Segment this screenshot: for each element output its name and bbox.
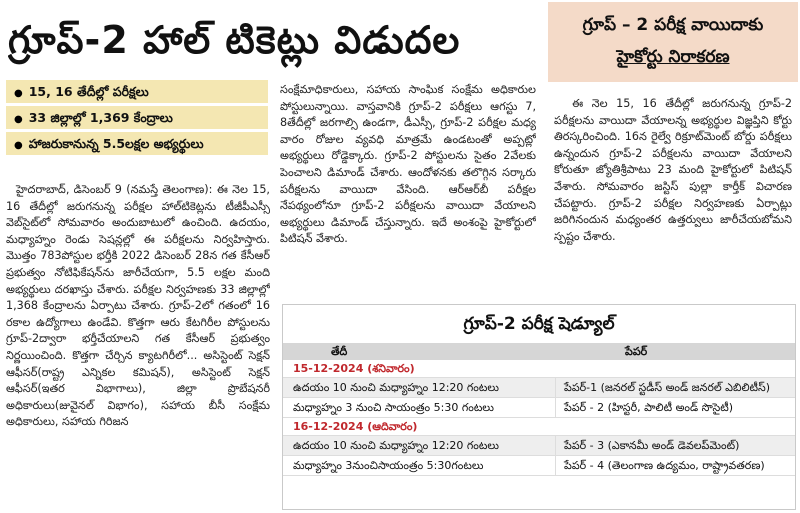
headline: గ్రూప్‌-2 హాల్‌ టికెట్లు విడుదల	[8, 18, 461, 62]
paper-name: పేపర్‌-1 (జనరల్‌ స్టడీస్‌ అండ్‌ జనరల్‌ ఎబిలిటీస్‌)	[555, 378, 795, 397]
highlights-box	[6, 80, 268, 158]
session-time: మధ్యాహ్నం 3నుంచిసాయంత్రం 5:30గంటలు	[293, 459, 484, 472]
column-header-paper: పేపర్‌	[625, 345, 648, 358]
highlight-item	[6, 80, 268, 103]
sidebar-story-title: గ్రూప్‌ – 2 పరీక్ష వాయిదాకు	[582, 15, 764, 35]
story-column-1	[6, 182, 270, 510]
table-row	[283, 436, 795, 456]
highlight-text: 15, 16 తేదీల్లో పరీక్షలు	[28, 84, 149, 99]
bullet-icon: ●	[14, 88, 23, 99]
paper-name: పేపర్‌ - 4 (తెలంగాణ ఉద్యమం, రాష్ట్రావతరణ)	[555, 456, 795, 475]
schedule-date: 15-12-2024 (శనివారం)	[283, 360, 795, 378]
highlight-text: హాజరుకానున్న 5.5లక్షల అభ్యర్థులు	[28, 136, 204, 151]
highlight-item	[6, 132, 268, 155]
session-time: ఉదయం 10 నుంచి మధ్యాహ్నం 12:20 గంటలు	[293, 381, 499, 394]
highlight-text: 33 జిల్లాల్లో 1,369 కేంద్రాలు	[28, 110, 173, 125]
exam-schedule-table	[282, 304, 796, 510]
sidebar-story-header	[548, 2, 798, 82]
schedule-title: గ్రూప్‌-2 పరీక్ష షెడ్యూల్‌	[463, 314, 615, 334]
schedule-date: 16-12-2024 (ఆదివారం)	[283, 418, 795, 436]
highlight-item	[6, 106, 268, 129]
sidebar-story	[548, 2, 798, 298]
sidebar-story-subtitle: హైకోర్టు నిరాకరణ	[616, 47, 730, 67]
paper-name: పేపర్‌ - 3 (ఎకానమీ అండ్‌ డెవలప్‌మెంట్‌)	[555, 436, 795, 455]
bullet-icon: ●	[14, 114, 23, 125]
paper-name: పేపర్‌ - 2 (హిస్టరీ, పాలిటీ అండ్‌ సొసైటీ)	[555, 398, 795, 417]
session-time: మధ్యాహ్నం 3 నుంచి సాయంత్రం 5:30 గంటలు	[293, 401, 494, 414]
schedule-header-row	[283, 343, 795, 360]
story-paragraph: హైదరాబాద్‌, డిసెంబర్‌ 9 (నమస్తే తెలంగాణ): ఈ నెల 15, 16 తేదీల్లో జరుగనున్న పరీక్షల హాల్‌టికెట్లను టీజీపీఎస్సీ వెబ్‌సైట్‌లో సోమవారం అందుబాటులో ఉంచింది. ఉదయం, మధ్యాహ్నం రెండు సెషన్లల్లో ఈ పరీక్షలను నిర్వహిస్తారు. మొత్తం 783పోస్టుల భర్తీకి 2022 డిసెంబర్‌ 28న గత కేసీఆర్‌ ప్రభుత్వం నోటిఫికేషన్‌ను జారీచేయగా, 5.5 లక్షల మంది అభ్యర్థులు దరఖాస్తు చేశారు. పరీక్షల నిర్వహణకు 33 జిల్లాల్లో 1,368 కేంద్రాలను ఏర్పాటు చేశారు. గ్రూప్‌-2లో గతంలో 16 రకాల ఉద్యోగాలు ఉండేవి. కొత్తగా ఆరు కేటగిరీల పోస్టులను గ్రూప్‌-2ద్వారా భర్తీచేయాలని గత కేసీఆర్‌ ప్రభుత్వం నిర్ణయించింది. కొత్తగా చేర్చిన క్యాటగిరీలో... అసిస్టెంట్‌ సెక్షన్‌ ఆఫీసర్‌(రాష్ట్ర ఎన్నికల కమిషన్‌), అసిస్టెంట్‌ సెక్షన్‌ ఆఫీసర్‌(ఇతర విభాగాలు), జిల్లా ప్రొబేషనరీ అధికారులు(జువైనల్‌ విభాగం), సహాయ బీసీ సంక్షేమ అధికారులు, సహాయ గిరిజన	[6, 183, 270, 429]
story-paragraph: సంక్షేమాధికారులు, సహాయ సాంఘిక సంక్షేమ అధికారుల పోస్టులున్నాయి. వాస్తవానికి గ్రూప్‌-2 పరీక్షలు ఆగస్టు 7, 8తేదీల్లో జరగాల్సి ఉండగా, డీఎస్సీ, గ్రూప్‌-2 పరీక్షల మధ్య వారం రోజుల వ్యవధి మాత్రమే ఉండటంతో అప్పట్లో అభ్యర్థులు రోడ్డెక్కారు. గ్రూప్‌-2 పోస్టులను సైతం 2వేలకు పెంచాలని డిమాండ్‌ చేశారు. ఆందోళనకు తలొగ్గిన సర్కారు పరీక్షలను వాయిదా వేసింది. ఆర్‌ఆర్‌బీ పరీక్షల నేపథ్యంలోనూ గ్రూప్‌-2 పరీక్షలను వాయిదా వేయాలని అభ్యర్థులు డిమాండ్‌ చేస్తున్నారు. ఇదే అంశంపై హైకోర్టులో పిటిషన్‌ వేశారు.	[280, 83, 536, 246]
story-column-2	[280, 82, 536, 296]
table-row	[283, 378, 795, 398]
sidebar-story-body	[548, 82, 798, 296]
column-header-date: తేదీ	[331, 345, 348, 358]
table-row	[283, 398, 795, 418]
session-time: ఉదయం 10 నుంచి మధ్యాహ్నం 12:20 గంటలు	[293, 439, 499, 452]
sidebar-story-paragraph: ఈ నెల 15, 16 తేదీల్లో జరుగనున్న గ్రూప్‌-2 పరీక్షలను వాయిదా వేయాలన్న అభ్యర్థుల విజ్ఞప్తిని కోర్టు తిరస్కరించింది. 16న రైల్వే రిక్రూట్‌మెంట్‌ బోర్డు పరీక్షలు ఉన్నందున గ్రూప్‌-2 పరీక్షలను వాయిదా వేయాలని కోరుతూ జ్యోతిశ్రీపాటు 23 మంది హైకోర్టులో పిటిషన్‌ వేశారు. సోమవారం జస్టిస్‌ పుల్లా కార్తీక్‌ విచారణ చేపట్టారు. గ్రూప్‌-2 పరీక్షల నిర్వహణకు ఏర్పాట్లు జరిగినందున మధ్యంతర ఉత్తర్వులు జారీచేయబోమని స్పష్టం చేశారు.	[554, 97, 792, 243]
table-row	[283, 456, 795, 476]
bullet-icon: ●	[14, 140, 23, 151]
